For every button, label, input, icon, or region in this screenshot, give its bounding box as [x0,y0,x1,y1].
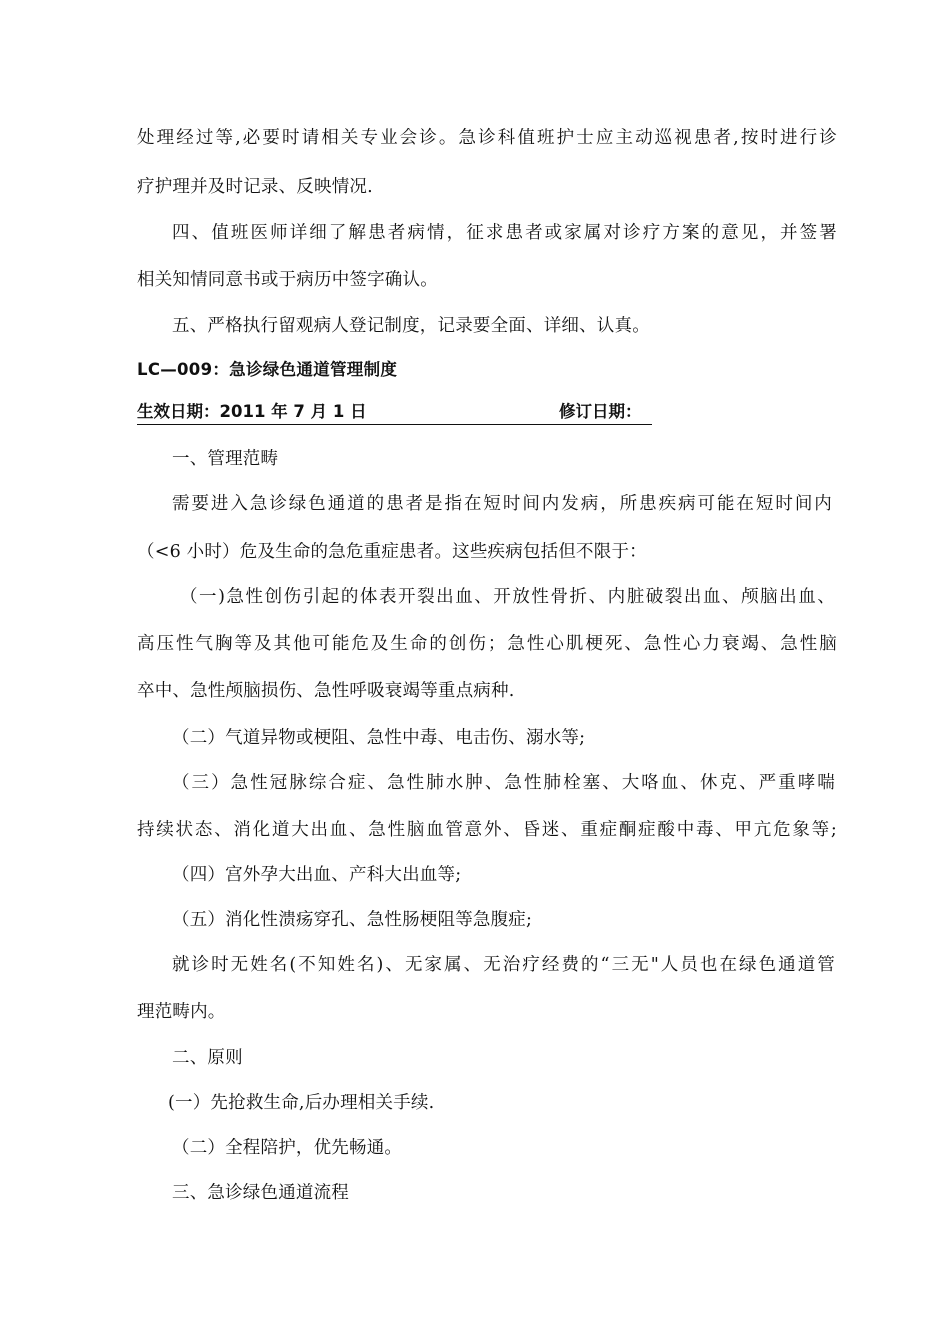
heading-scope: 一、管理范畴 [172,449,279,469]
effective-date-line [137,400,652,425]
paragraph-line: 五、严格执行留观病人登记制度，记录要全面、详细、认真。 [172,316,650,336]
list-item: （三）急性冠脉综合症、急性肺水肿、急性肺栓塞、大咯血、休克、严重哮喘 [172,773,835,793]
list-item: （五）消化性溃疡穿孔、急性肠梗阻等急腹症; [172,910,533,930]
paragraph-line: 就诊时无姓名(不知姓名)、无家属、无治疗经费的“三无"人员也在绿色通道管 [172,955,835,975]
list-item: (一）先抢救生命,后办理相关手续. [168,1093,435,1113]
paragraph-line: 疗护理并及时记录、反映情况. [137,177,373,197]
paragraph-line: 持续状态、消化道大出血、急性脑血管意外、昏迷、重症酮症酸中毒、甲亢危象等; [137,820,837,840]
effective-date: 生效日期：2011 年 7 月 1 日 [137,402,367,421]
paragraph-line: 卒中、急性颅脑损伤、急性呼吸衰竭等重点病种. [137,681,515,701]
section-title: LC—009：急诊绿色通道管理制度 [137,360,398,379]
paragraph-line: 需要进入急诊绿色通道的患者是指在短时间内发病，所患疾病可能在短时间内 [172,494,832,514]
paragraph-line: （<6 小时）危及生命的急危重症患者。这些疾病包括但不限于： [137,542,647,562]
heading-process: 三、急诊绿色通道流程 [172,1183,349,1203]
paragraph-line: 处理经过等,必要时请相关专业会诊。急诊科值班护士应主动巡视患者,按时进行诊 [137,128,837,148]
paragraph-line: 相关知情同意书或于病历中签字确认。 [137,270,438,290]
paragraph-line: 理范畴内。 [137,1002,226,1022]
list-item: （四）宫外孕大出血、产科大出血等; [172,865,462,885]
heading-principles: 二、原则 [172,1048,243,1068]
list-item: （一)急性创伤引起的体表开裂出血、开放性骨折、内脏破裂出血、颅脑出血、 [180,587,835,607]
paragraph-line: 四、值班医师详细了解患者病情，征求患者或家属对诊疗方案的意见，并签署 [172,223,837,243]
list-item: （二）全程陪护，优先畅通。 [172,1138,403,1158]
revision-date: 修订日期： [559,402,642,421]
list-item: （二）气道异物或梗阻、急性中毒、电击伤、溺水等; [172,728,586,748]
paragraph-line: 高压性气胸等及其他可能危及生命的创伤；急性心肌梗死、急性心力衰竭、急性脑 [137,634,837,654]
